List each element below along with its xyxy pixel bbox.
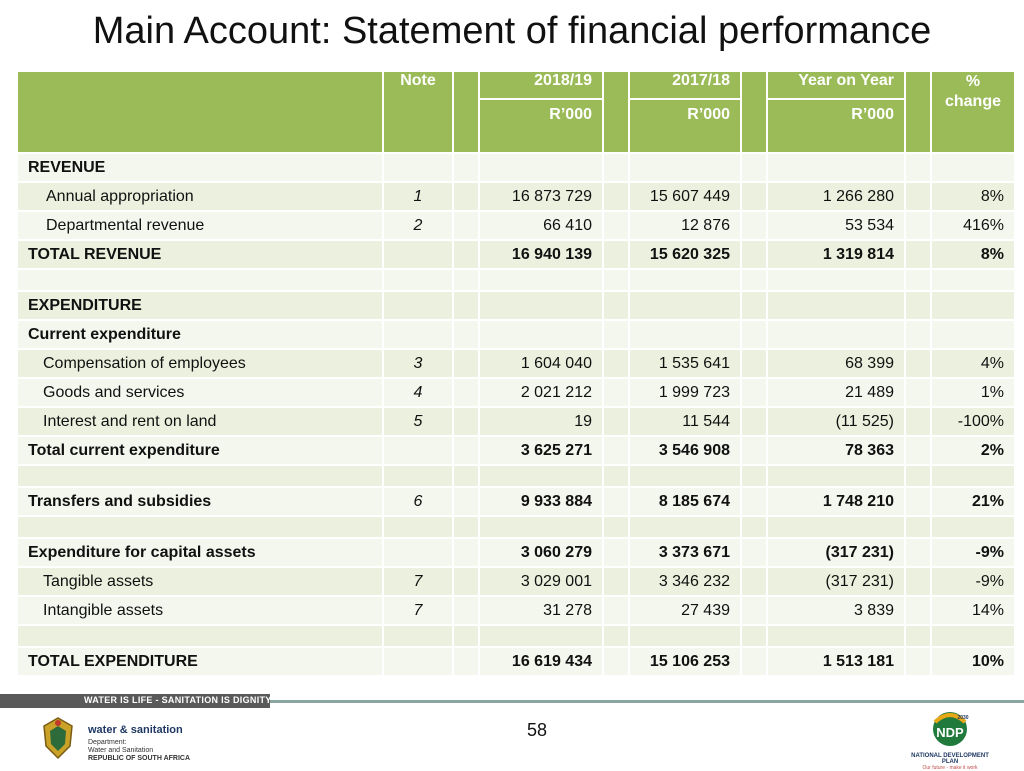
- row-note: [383, 291, 453, 320]
- value-year-on-year: (317 231): [767, 538, 905, 567]
- row-label: Transfers and subsidies: [17, 487, 383, 516]
- value-2017-18: 12 876: [629, 211, 741, 240]
- row-note: [383, 153, 453, 182]
- value-2018-19: 16 873 729: [479, 182, 603, 211]
- value-percent-change: 14%: [931, 596, 1015, 625]
- value-2018-19: 3 029 001: [479, 567, 603, 596]
- value-2017-18: 8 185 674: [629, 487, 741, 516]
- table-row: [17, 625, 1015, 647]
- value-2017-18: 15 607 449: [629, 182, 741, 211]
- row-note: 4: [383, 378, 453, 407]
- value-percent-change: 4%: [931, 349, 1015, 378]
- value-year-on-year: (11 525): [767, 407, 905, 436]
- row-label: TOTAL EXPENDITURE: [17, 647, 383, 676]
- table-row: [17, 538, 1015, 567]
- value-percent-change: [931, 516, 1015, 538]
- financial-statement-table: [16, 70, 1016, 677]
- value-year-on-year: [767, 516, 905, 538]
- page-title: Main Account: Statement of financial performance: [92, 10, 932, 52]
- value-2017-18: [629, 269, 741, 291]
- value-2018-19: 3 625 271: [479, 436, 603, 465]
- table-row: [17, 182, 1015, 211]
- value-2018-19: [479, 625, 603, 647]
- value-percent-change: [931, 291, 1015, 320]
- table-row: [17, 487, 1015, 516]
- svg-text:NDP: NDP: [936, 725, 964, 740]
- unit-2018-19: R’000: [479, 99, 603, 153]
- value-year-on-year: [767, 625, 905, 647]
- value-2018-19: 66 410: [479, 211, 603, 240]
- coat-of-arms-icon: [38, 716, 78, 767]
- value-percent-change: -9%: [931, 538, 1015, 567]
- value-percent-change: [931, 320, 1015, 349]
- value-2017-18: [629, 516, 741, 538]
- table-row: [17, 516, 1015, 538]
- value-2018-19: [479, 320, 603, 349]
- footer-slogan: WATER IS LIFE - SANITATION IS DIGNITY: [84, 695, 272, 705]
- row-note: [383, 516, 453, 538]
- value-2017-18: [629, 625, 741, 647]
- header-percent-change: % change: [931, 71, 1015, 153]
- value-2018-19: 2 021 212: [479, 378, 603, 407]
- value-percent-change: 8%: [931, 182, 1015, 211]
- row-label: Intangible assets: [17, 596, 383, 625]
- value-2018-19: [479, 291, 603, 320]
- value-percent-change: 21%: [931, 487, 1015, 516]
- value-percent-change: -100%: [931, 407, 1015, 436]
- value-year-on-year: 53 534: [767, 211, 905, 240]
- row-note: 6: [383, 487, 453, 516]
- row-note: [383, 465, 453, 487]
- row-note: 2: [383, 211, 453, 240]
- value-year-on-year: 1 748 210: [767, 487, 905, 516]
- header-label-cell: [17, 71, 383, 153]
- row-label: TOTAL REVENUE: [17, 240, 383, 269]
- value-2018-19: 19: [479, 407, 603, 436]
- department-brand: water & sanitation Department: Water and Sanitation REPUBLIC OF SOUTH AFRICA: [88, 724, 191, 762]
- row-label: [17, 269, 383, 291]
- value-year-on-year: 21 489: [767, 378, 905, 407]
- value-2017-18: 3 546 908: [629, 436, 741, 465]
- row-label: EXPENDITURE: [17, 291, 383, 320]
- table-row: [17, 647, 1015, 676]
- value-2017-18: [629, 291, 741, 320]
- header-2017-18: 2017/18: [629, 71, 741, 99]
- value-2018-19: 3 060 279: [479, 538, 603, 567]
- table-row: [17, 291, 1015, 320]
- row-label: Total current expenditure: [17, 436, 383, 465]
- row-note: [383, 240, 453, 269]
- value-2017-18: 3 346 232: [629, 567, 741, 596]
- value-percent-change: [931, 153, 1015, 182]
- row-note: [383, 269, 453, 291]
- value-2017-18: 1 535 641: [629, 349, 741, 378]
- row-label: Annual appropriation: [17, 182, 383, 211]
- header-note: Note: [383, 71, 453, 153]
- table-row: [17, 211, 1015, 240]
- page-number: 58: [526, 720, 548, 740]
- value-year-on-year: [767, 269, 905, 291]
- value-year-on-year: (317 231): [767, 567, 905, 596]
- svg-text:2030: 2030: [957, 715, 969, 721]
- table-row: [17, 596, 1015, 625]
- value-year-on-year: 68 399: [767, 349, 905, 378]
- value-year-on-year: 3 839: [767, 596, 905, 625]
- row-label: Departmental revenue: [17, 211, 383, 240]
- value-percent-change: -9%: [931, 567, 1015, 596]
- value-2017-18: 15 106 253: [629, 647, 741, 676]
- value-2018-19: 31 278: [479, 596, 603, 625]
- row-label: Interest and rent on land: [17, 407, 383, 436]
- footer-bar: [0, 694, 1024, 708]
- unit-year-on-year: R’000: [767, 99, 905, 153]
- row-label: Current expenditure: [17, 320, 383, 349]
- table-row: [17, 465, 1015, 487]
- value-percent-change: [931, 269, 1015, 291]
- table-row: [17, 240, 1015, 269]
- value-2018-19: [479, 269, 603, 291]
- value-2017-18: [629, 465, 741, 487]
- ndp-name: NATIONAL DEVELOPMENT PLAN: [911, 753, 989, 765]
- row-note: [383, 538, 453, 567]
- row-label: [17, 465, 383, 487]
- brand-name: water & sanitation: [88, 724, 183, 736]
- ndp-emblem-icon: [925, 710, 975, 748]
- value-percent-change: 416%: [931, 211, 1015, 240]
- table-row: [17, 349, 1015, 378]
- value-2018-19: 16 619 434: [479, 647, 603, 676]
- row-label: [17, 516, 383, 538]
- value-2018-19: [479, 153, 603, 182]
- table-header-row: [17, 71, 1015, 99]
- value-2017-18: 1 999 723: [629, 378, 741, 407]
- row-label: Expenditure for capital assets: [17, 538, 383, 567]
- value-year-on-year: [767, 291, 905, 320]
- row-note: 3: [383, 349, 453, 378]
- header-2018-19: 2018/19: [479, 71, 603, 99]
- value-2018-19: 16 940 139: [479, 240, 603, 269]
- value-percent-change: 2%: [931, 436, 1015, 465]
- value-2018-19: 9 933 884: [479, 487, 603, 516]
- table-row: [17, 436, 1015, 465]
- row-note: [383, 320, 453, 349]
- value-year-on-year: [767, 465, 905, 487]
- table-row: [17, 407, 1015, 436]
- header-year-on-year: Year on Year: [767, 71, 905, 99]
- ndp-tagline: Our future - make it work: [922, 765, 978, 771]
- row-note: 7: [383, 596, 453, 625]
- value-2017-18: [629, 320, 741, 349]
- table-row: [17, 378, 1015, 407]
- row-label: Goods and services: [17, 378, 383, 407]
- table-row: [17, 269, 1015, 291]
- value-year-on-year: 1 266 280: [767, 182, 905, 211]
- value-percent-change: [931, 625, 1015, 647]
- value-year-on-year: [767, 153, 905, 182]
- value-percent-change: [931, 465, 1015, 487]
- row-label: REVENUE: [17, 153, 383, 182]
- row-label: [17, 625, 383, 647]
- value-year-on-year: 1 513 181: [767, 647, 905, 676]
- value-2018-19: [479, 516, 603, 538]
- value-2017-18: [629, 153, 741, 182]
- value-year-on-year: 1 319 814: [767, 240, 905, 269]
- table-row: [17, 320, 1015, 349]
- row-note: 7: [383, 567, 453, 596]
- value-2017-18: 15 620 325: [629, 240, 741, 269]
- row-note: 5: [383, 407, 453, 436]
- table-row: [17, 153, 1015, 182]
- value-2018-19: [479, 465, 603, 487]
- row-label: Tangible assets: [17, 567, 383, 596]
- value-percent-change: 8%: [931, 240, 1015, 269]
- value-year-on-year: 78 363: [767, 436, 905, 465]
- table-body: [17, 153, 1015, 676]
- row-note: [383, 647, 453, 676]
- row-note: 1: [383, 182, 453, 211]
- row-label: Compensation of employees: [17, 349, 383, 378]
- value-2018-19: 1 604 040: [479, 349, 603, 378]
- value-percent-change: 1%: [931, 378, 1015, 407]
- value-2017-18: 27 439: [629, 596, 741, 625]
- value-2017-18: 3 373 671: [629, 538, 741, 567]
- ndp-logo: [910, 710, 990, 771]
- unit-2017-18: R’000: [629, 99, 741, 153]
- row-note: [383, 625, 453, 647]
- value-year-on-year: [767, 320, 905, 349]
- table-row: [17, 567, 1015, 596]
- value-2017-18: 11 544: [629, 407, 741, 436]
- row-note: [383, 436, 453, 465]
- value-percent-change: 10%: [931, 647, 1015, 676]
